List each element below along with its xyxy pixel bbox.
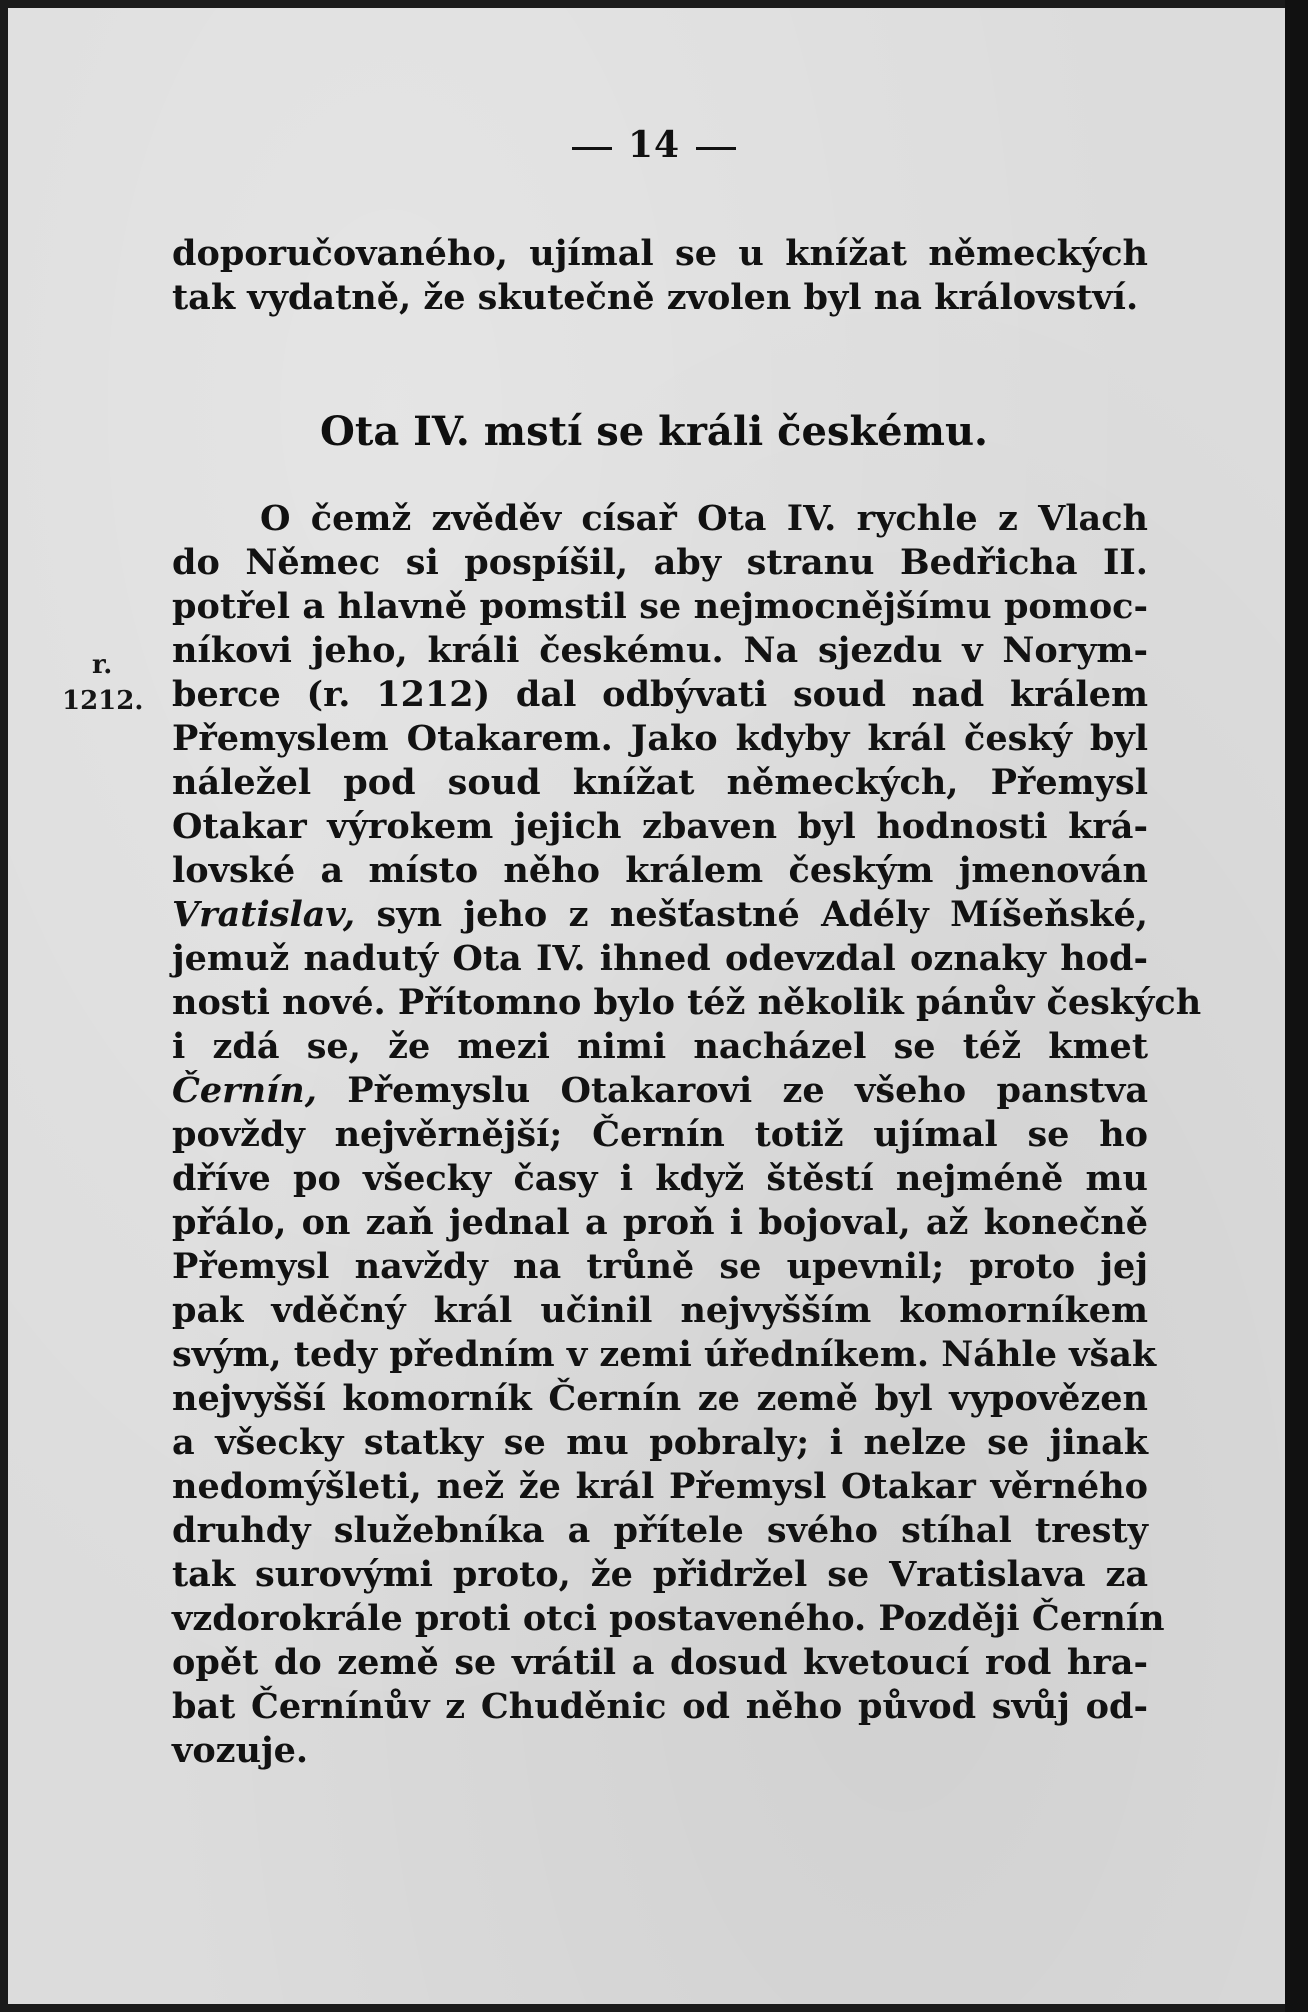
text-line: berce (r. 1212) dal odbývati soud nad králem bbox=[172, 674, 1148, 715]
text-line bbox=[172, 893, 1148, 937]
text-line: Přemyslem Otakarem. Jako kdyby král český byl bbox=[172, 718, 1148, 759]
text-line: a všecky statky se mu pobraly; i nelze se jinak bbox=[172, 1422, 1148, 1463]
text-line: jemuž nadutý Ota IV. ihned odevzdal oznaky hod- bbox=[172, 938, 1148, 979]
text-line: tak surovými proto, že přidržel se Vratislava za bbox=[172, 1554, 1148, 1595]
text-line: dříve po všecky časy i když štěstí nejméně mu bbox=[172, 1158, 1148, 1199]
page-edge-shadow bbox=[1285, 0, 1308, 2012]
italic-name-cernin: Černín, bbox=[172, 1070, 317, 1111]
text-line: svým, tedy předním v zemi úředníkem. Náhle však bbox=[172, 1334, 1157, 1375]
text-line: lovské a místo něho králem českým jmenován bbox=[172, 850, 1148, 891]
marginal-note-prefix: r. bbox=[92, 650, 113, 680]
text-line: nejvyšší komorník Černín ze země byl vypovězen bbox=[172, 1378, 1148, 1419]
text-line: i zdá se, že mezi nimi nacházel se též kmet bbox=[172, 1026, 1148, 1067]
text-line: druhdy služebníka a přítele svého stíhal tresty bbox=[172, 1510, 1148, 1551]
text-line bbox=[172, 1069, 1148, 1113]
page-number-value: 14 bbox=[627, 124, 681, 166]
page-number-dash-right bbox=[696, 147, 736, 150]
marginal-note-year: 1212. bbox=[62, 686, 144, 716]
text-line: potřel a hlavně pomstil se nejmocnějšímu pomoc- bbox=[172, 586, 1148, 627]
text-line: nedomýšleti, než že král Přemysl Otakar věrného bbox=[172, 1466, 1148, 1507]
text-line: pak vděčný král učinil nejvyšším komorníkem bbox=[172, 1290, 1148, 1331]
text-line: povždy nejvěrnější; Černín totiž ujímal se ho bbox=[172, 1114, 1148, 1155]
text-line: bat Černínův z Chuděnic od něho původ svůj od- bbox=[172, 1686, 1148, 1727]
text-line: tak vydatně, že skutečně zvolen byl na království. bbox=[172, 277, 1139, 318]
text-line: O čemž zvěděv císař Ota IV. rychle z Vlach bbox=[260, 498, 1148, 539]
text-line: níkovi jeho, králi českému. Na sjezdu v Norym- bbox=[172, 630, 1148, 671]
text-line: přálo, on zaň jednal a proň i bojoval, až konečně bbox=[172, 1202, 1148, 1243]
text-line: Otakar výrokem jejich zbaven byl hodnosti krá- bbox=[172, 806, 1148, 847]
text-line: do Němec si pospíšil, aby stranu Bedřicha II. bbox=[172, 542, 1148, 583]
text-line: doporučovaného, ujímal se u knížat německých bbox=[172, 233, 1148, 274]
text-line: náležel pod soud knížat německých, Přemysl bbox=[172, 762, 1148, 803]
italic-name-vratislav: Vratislav, bbox=[172, 894, 356, 935]
text-span: syn jeho z nešťastné Adély Míšeňské, bbox=[355, 894, 1148, 935]
text-line: nosti nové. Přítomno bylo též několik pánův českých bbox=[172, 982, 1202, 1023]
page-number bbox=[0, 124, 1308, 166]
text-span: Přemyslu Otakarovi ze všeho panstva bbox=[316, 1070, 1148, 1111]
text-line: vzdorokrále proti otci postaveného. Později Černín bbox=[172, 1598, 1165, 1639]
text-line: opět do země se vrátil a dosud kvetoucí rod hra- bbox=[172, 1642, 1148, 1683]
section-heading: Ota IV. mstí se králi českému. bbox=[320, 408, 988, 455]
text-line: vozuje. bbox=[172, 1730, 309, 1771]
page-number-dash-left bbox=[572, 147, 612, 150]
text-line: Přemysl navždy na trůně se upevnil; proto jej bbox=[172, 1246, 1148, 1287]
